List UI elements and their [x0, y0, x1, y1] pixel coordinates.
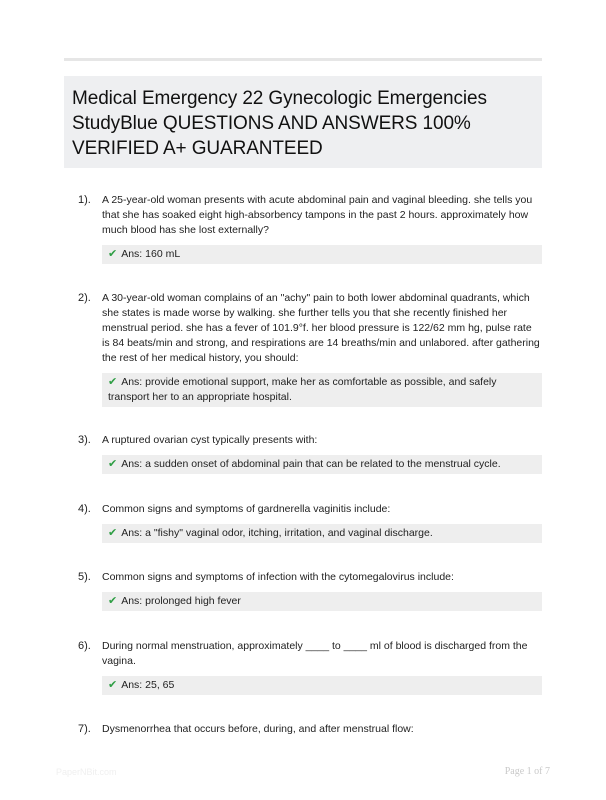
- title-banner: [64, 76, 542, 168]
- question-item-2: [72, 291, 542, 407]
- question-item-5: [72, 570, 542, 611]
- answer-box: [102, 245, 542, 264]
- check-icon: ✔: [108, 527, 118, 539]
- top-divider: [64, 58, 542, 61]
- answer-text: Ans: a "fishy" vaginal odor, itching, irritation, and vaginal discharge.: [121, 527, 433, 539]
- question-number: 5).: [78, 571, 91, 583]
- question-number: 1).: [78, 194, 91, 206]
- question-text: Common signs and symptoms of infection with the cytomegalovirus include:: [102, 571, 454, 583]
- question-number: 3).: [78, 434, 91, 446]
- answer-box: [102, 676, 542, 695]
- question-number: 6).: [78, 640, 91, 652]
- document-title: Medical Emergency 22 Gynecologic Emergencies StudyBlue QUESTIONS AND ANSWERS 100% VERIFIED A+ GUARANTEED: [72, 88, 487, 159]
- question-text: A 25-year-old woman presents with acute abdominal pain and vaginal bleeding. she tells you that she has soaked eight high-absorbency tampons in the past 2 hours. approximately how much blood has she lost externally?: [102, 194, 533, 236]
- answer-text: Ans: 25, 65: [121, 679, 175, 691]
- answer-text: Ans: 160 mL: [121, 248, 181, 260]
- answer-box: [102, 592, 542, 611]
- check-icon: ✔: [108, 458, 118, 470]
- question-text: Dysmenorrhea that occurs before, during, and after menstrual flow:: [102, 723, 414, 735]
- answer-text: Ans: provide emotional support, make her as comfortable as possible, and safely transport her to an appropriate hospital.: [108, 376, 497, 403]
- check-icon: ✔: [108, 248, 118, 260]
- check-icon: ✔: [108, 595, 118, 607]
- page-indicator: Page 1 of 7: [504, 766, 550, 777]
- answer-box: [102, 455, 542, 474]
- question-text: Common signs and symptoms of gardnerella vaginitis include:: [102, 503, 391, 515]
- question-item-1: [72, 193, 542, 264]
- answer-text: Ans: prolonged high fever: [121, 595, 241, 607]
- question-number: 7).: [78, 723, 91, 735]
- question-number: 4).: [78, 503, 91, 515]
- question-item-6: [72, 639, 542, 695]
- question-item-4: [72, 502, 542, 543]
- check-icon: ✔: [108, 376, 118, 388]
- footer-watermark: PaperNBit.com: [56, 767, 117, 777]
- answer-box: [102, 524, 542, 543]
- question-text: A 30-year-old woman complains of an "achy" pain to both lower abdominal quadrants, which she states is made worse by walking. she further tells you that she recently finished her menstrual period. she has a fever of 101.9°f. her blood pressure is 122/62 mm hg, pulse rate is 84 beats/min and strong, and respirations are 14 breaths/min and unlabored. after gathering the rest of her medical history, you should:: [102, 292, 540, 364]
- question-item-3: [72, 433, 542, 474]
- question-item-7: [72, 722, 542, 737]
- check-icon: ✔: [108, 679, 118, 691]
- question-number: 2).: [78, 292, 91, 304]
- question-text: A ruptured ovarian cyst typically presents with:: [102, 434, 318, 446]
- question-text: During normal menstruation, approximately ____ to ____ ml of blood is discharged from the vagina.: [102, 640, 528, 667]
- answer-box: [102, 373, 542, 407]
- answer-text: Ans: a sudden onset of abdominal pain that can be related to the menstrual cycle.: [121, 458, 501, 470]
